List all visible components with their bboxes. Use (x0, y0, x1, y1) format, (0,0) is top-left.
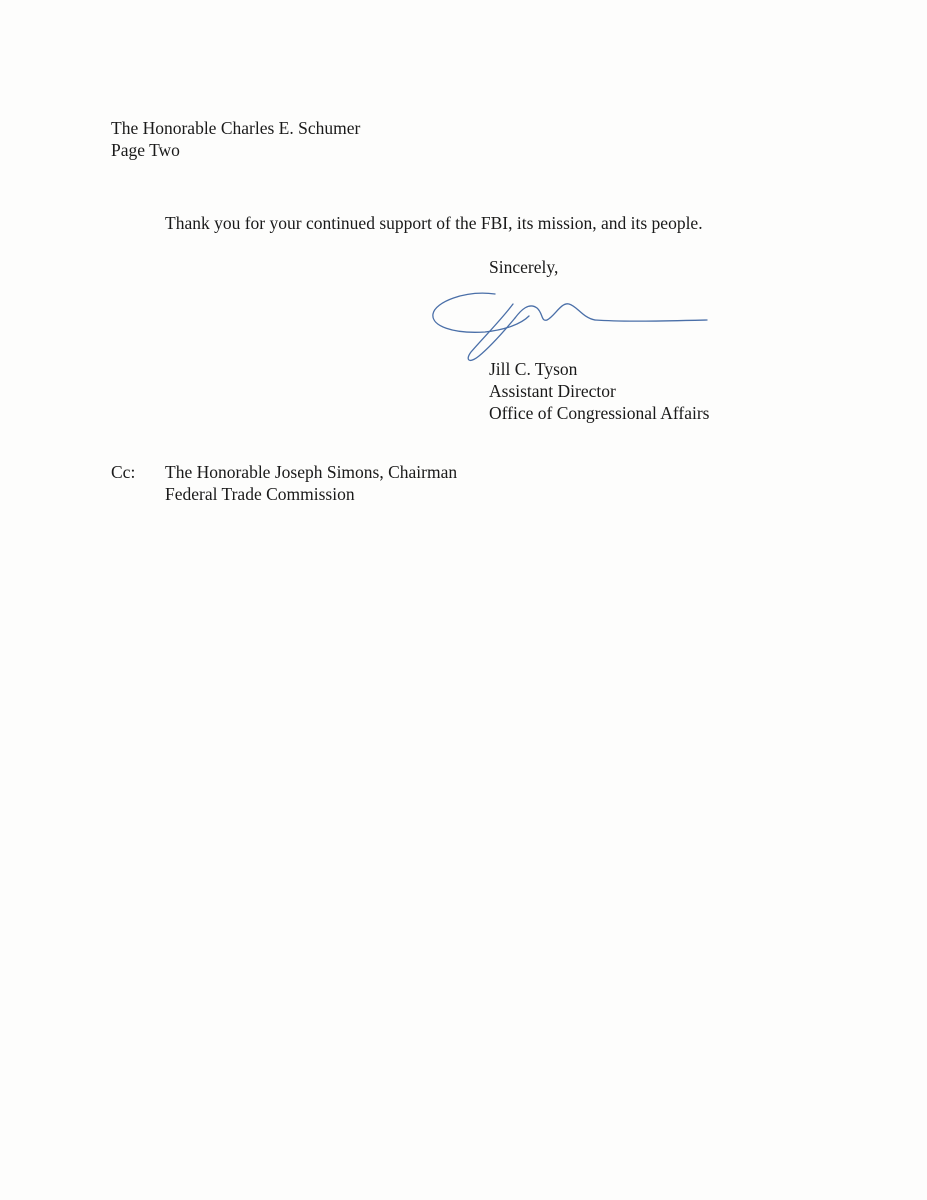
body-paragraph: Thank you for your continued support of the FBI, its mission, and its people. (165, 213, 703, 233)
cc-label: Cc: (111, 462, 136, 482)
header-page-label: Page Two (111, 140, 180, 160)
cc-recipient: The Honorable Joseph Simons, Chairman (165, 462, 458, 482)
signer-office: Office of Congressional Affairs (489, 403, 710, 423)
signer-name: Jill C. Tyson (489, 359, 578, 379)
closing-salutation: Sincerely, (489, 257, 559, 277)
cc-block (165, 461, 457, 505)
handwritten-signature (425, 280, 715, 370)
header-recipient: The Honorable Charles E. Schumer (111, 118, 361, 138)
signer-title: Assistant Director (489, 381, 616, 401)
cc-organization: Federal Trade Commission (165, 484, 355, 504)
letter-header (111, 117, 360, 161)
signer-block (489, 358, 710, 424)
